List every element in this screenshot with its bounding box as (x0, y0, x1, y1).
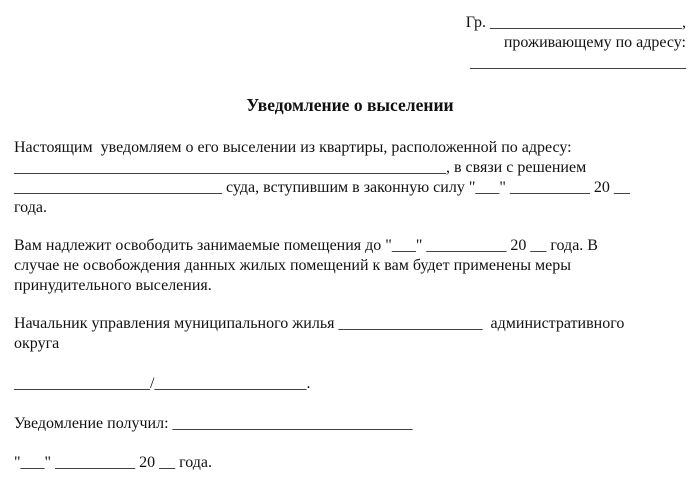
paragraph1-line: __________________________ суда, вступившим в законную силу "___" __________ 20 __ (14, 179, 630, 196)
signature-line: _________________/___________________. (14, 375, 311, 392)
received-by-line: Уведомление получил: ______________________________ (14, 415, 413, 432)
paragraph1-line: года. (14, 199, 47, 216)
paragraph1-line: ______________________________________________________, в связи с решением (14, 159, 587, 176)
date-line: "___" __________ 20 __ года. (14, 454, 213, 471)
paragraph3-line: Начальник управления муниципального жилья __________________ административного (14, 315, 625, 332)
paragraph2-line: случае не освобождения данных жилых помещений к вам будет применены меры (14, 257, 571, 274)
address-blank: ___________________________ (470, 54, 686, 71)
address-label: проживающему по адресу: (503, 34, 686, 51)
paragraph1-line: Настоящим уведомляем о его выселении из квартиры, расположенной по адресу: (14, 139, 572, 156)
recipient-line: Гр. ________________________, (465, 14, 686, 31)
paragraph3-line: округа (14, 335, 60, 352)
paragraph2-line: принудительного выселения. (14, 277, 212, 294)
document-title: Уведомление о выселении (246, 95, 454, 115)
paragraph2-line: Вам надлежит освободить занимаемые помещения до "___" __________ 20 __ года. В (14, 237, 598, 254)
